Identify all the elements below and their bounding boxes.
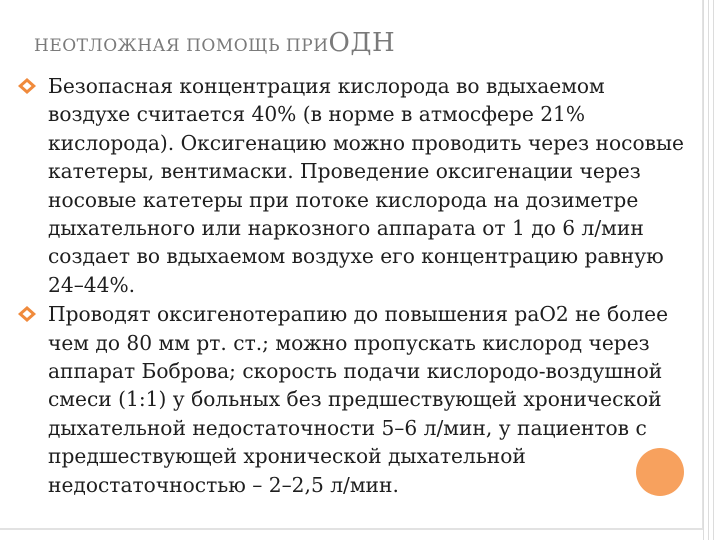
decorative-line — [708, 0, 709, 540]
bullet-text: Проводят оксигенотерапию до повышения раО2 не более чем до 80 мм рт. ст.; можно пропускать кислород через аппарат Боброва; скорость подачи кислородо-воздушной смеси (1:1) у больных без предшествующей хронической дыхательной недостаточности 5–6 л/мин, у пациентов с предшествующей хронической дыхательной недостаточностью – 2–2,5 л/мин. — [48, 302, 669, 497]
bullet-item — [18, 300, 688, 499]
bullet-item — [18, 72, 688, 299]
orange-diamond-bullet-icon — [18, 78, 36, 94]
decorative-line — [703, 0, 704, 540]
slide-title — [34, 28, 395, 58]
orange-diamond-bullet-icon — [18, 306, 36, 322]
decorative-circle — [636, 448, 684, 496]
decorative-line — [713, 0, 714, 540]
bullet-text: Безопасная концентрация кислорода во вдыхаемом воздухе считается 40% (в норме в атмосфере 21% кислорода). Оксигенацию можно проводить через носовые катетеры, вентимаски. Проведение оксигенации через носовые катетеры при потоке кислорода на дозиметре дыхательного или наркозного аппарата от 1 до 6 л/мин создает во вдыхаемом воздухе его концентрацию равную 24–44%. — [48, 74, 684, 297]
slide-content — [18, 72, 688, 499]
slide-title-prefix: НЕОТЛОЖНАЯ ПОМОЩЬ ПРИ — [34, 36, 329, 56]
slide-title-suffix: ОДН — [328, 28, 396, 58]
